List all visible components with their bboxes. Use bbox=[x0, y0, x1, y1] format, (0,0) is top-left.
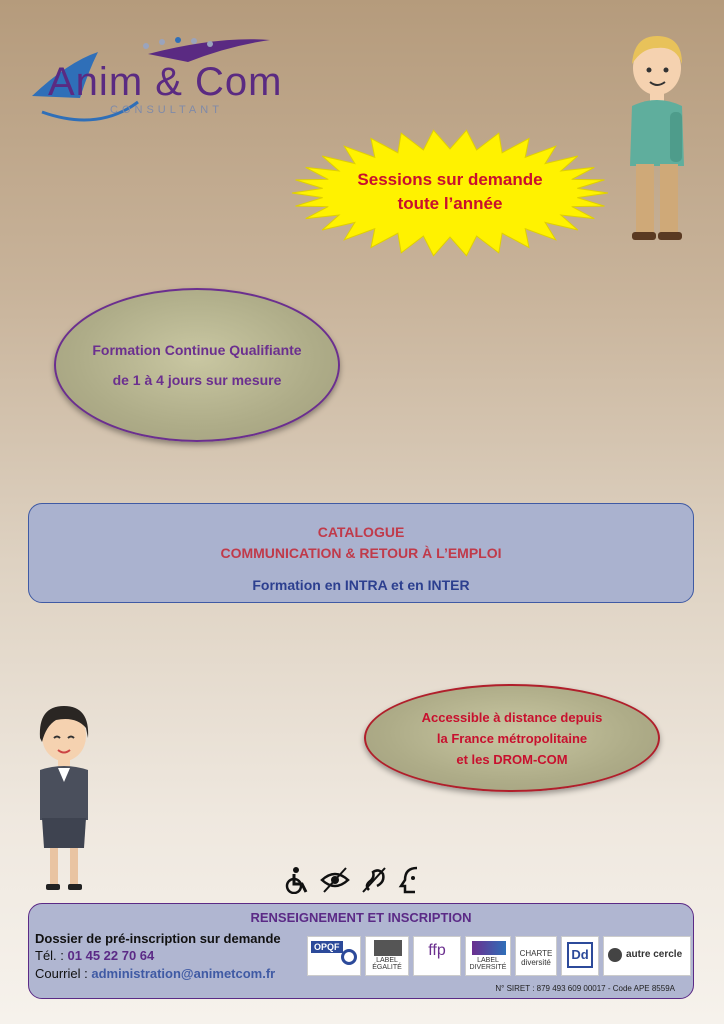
autre-cercle-badge: autre cercle bbox=[603, 936, 691, 976]
hearing-impairment-icon bbox=[359, 866, 389, 894]
opqf-badge: OPQF bbox=[307, 936, 361, 976]
label-diversite-badge: LABEL DIVERSITÉ bbox=[465, 936, 511, 976]
sessions-starburst bbox=[290, 128, 610, 258]
footer-email bbox=[35, 966, 275, 981]
footer-dossier: Dossier de pré-inscription sur demande bbox=[35, 931, 281, 946]
egalite-logo-icon bbox=[374, 940, 402, 956]
label-egalite-badge: LABEL ÉGALITÉ bbox=[365, 936, 409, 976]
formation-oval bbox=[54, 288, 340, 442]
accessible-oval bbox=[364, 684, 660, 792]
footer-title: RENSEIGNEMENT ET INSCRIPTION bbox=[250, 910, 472, 925]
ffp-badge: ffp bbox=[413, 936, 461, 976]
phone-number[interactable]: 01 45 22 70 64 bbox=[67, 948, 155, 963]
burst-line-1: Sessions sur demande bbox=[357, 170, 543, 189]
email-link[interactable]: administration@animetcom.fr bbox=[91, 966, 276, 981]
wheelchair-icon bbox=[282, 866, 312, 894]
autre-cercle-logo-icon bbox=[608, 948, 622, 962]
catalogue-title: CATALOGUE bbox=[317, 524, 405, 540]
accessible-line-2: la France métropolitaine bbox=[436, 731, 588, 746]
woman-illustration-icon bbox=[26, 698, 102, 898]
accessible-line-1: Accessible à distance depuis bbox=[421, 710, 603, 725]
accessibility-icons bbox=[282, 866, 452, 896]
catalogue-subtitle: COMMUNICATION & RETOUR À L’EMPLOI bbox=[220, 545, 502, 561]
accessible-line-3: et les DROM-COM bbox=[456, 752, 568, 767]
mental-disability-icon bbox=[397, 866, 427, 894]
email-label: Courriel : bbox=[35, 966, 92, 981]
footer-box bbox=[28, 903, 694, 999]
burst-line-2: toute l’année bbox=[397, 194, 503, 213]
phone-label: Tél. : bbox=[35, 948, 68, 963]
certification-badges bbox=[307, 934, 691, 978]
formation-line-1: Formation Continue Qualifiante bbox=[92, 342, 302, 358]
man-illustration-icon bbox=[612, 24, 702, 244]
footer-phone bbox=[35, 948, 154, 963]
visual-impairment-icon bbox=[320, 866, 350, 894]
charte-diversite-badge: CHARTE diversité bbox=[515, 936, 557, 976]
catalogue-box bbox=[28, 503, 694, 603]
opqf-q-icon bbox=[341, 949, 357, 965]
datadock-badge: Dd bbox=[561, 936, 599, 976]
siret-text: N° SIRET : 879 493 609 00017 - Code APE 8559A bbox=[495, 984, 675, 993]
diversite-logo-icon bbox=[472, 941, 506, 955]
logo-subtitle: CONSULTANT bbox=[110, 104, 223, 116]
company-logo bbox=[28, 32, 308, 122]
logo-text: Anim & Com bbox=[48, 60, 283, 104]
formation-line-2: de 1 à 4 jours sur mesure bbox=[112, 372, 282, 388]
catalogue-mode: Formation en INTRA et en INTER bbox=[252, 577, 470, 593]
